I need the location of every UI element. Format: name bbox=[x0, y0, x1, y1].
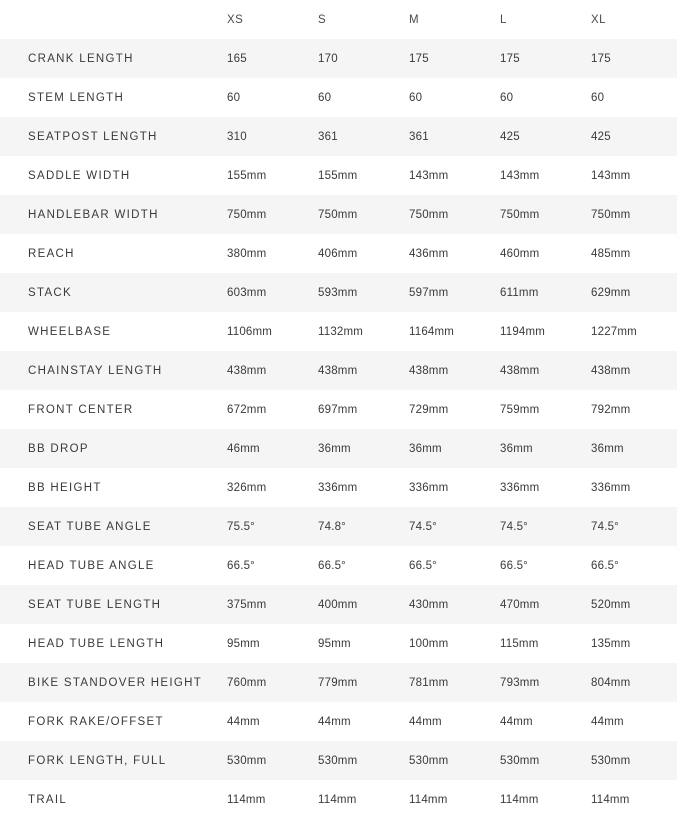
cell-value: 750mm bbox=[409, 208, 449, 221]
cell-value: 530mm bbox=[227, 754, 267, 767]
row-label: SADDLE WIDTH bbox=[28, 169, 131, 182]
table-row bbox=[0, 663, 677, 702]
cell-value: 1194mm bbox=[500, 325, 546, 338]
cell-value: 44mm bbox=[318, 715, 351, 728]
cell-value: 170 bbox=[318, 52, 338, 65]
table-header bbox=[0, 0, 677, 39]
table-row bbox=[0, 195, 677, 234]
cell-value: 66.5° bbox=[318, 559, 346, 572]
cell-value: 36mm bbox=[500, 442, 533, 455]
cell-value: 143mm bbox=[591, 169, 631, 182]
cell-value: 114mm bbox=[500, 793, 539, 806]
cell-value: 425 bbox=[591, 130, 611, 143]
row-label: SEAT TUBE LENGTH bbox=[28, 598, 162, 611]
cell-value: 165 bbox=[227, 52, 247, 65]
cell-value: 44mm bbox=[500, 715, 533, 728]
row-label: HANDLEBAR WIDTH bbox=[28, 208, 159, 221]
cell-value: 336mm bbox=[409, 481, 449, 494]
row-label: BB DROP bbox=[28, 442, 89, 455]
cell-value: 336mm bbox=[591, 481, 631, 494]
row-label: STEM LENGTH bbox=[28, 91, 125, 104]
row-label: SEAT TUBE ANGLE bbox=[28, 520, 152, 533]
column-header-s: S bbox=[313, 0, 404, 39]
cell-value: 438mm bbox=[591, 364, 631, 377]
cell-value: 406mm bbox=[318, 247, 358, 260]
column-header-l: L bbox=[495, 0, 586, 39]
cell-value: 135mm bbox=[591, 637, 631, 650]
cell-value: 175 bbox=[409, 52, 429, 65]
row-label: HEAD TUBE ANGLE bbox=[28, 559, 155, 572]
cell-value: 1164mm bbox=[409, 325, 455, 338]
column-header-m: M bbox=[404, 0, 495, 39]
cell-value: 597mm bbox=[409, 286, 449, 299]
cell-value: 750mm bbox=[500, 208, 540, 221]
cell-value: 361 bbox=[409, 130, 429, 143]
cell-value: 400mm bbox=[318, 598, 358, 611]
cell-value: 36mm bbox=[591, 442, 624, 455]
row-label: FORK RAKE/OFFSET bbox=[28, 715, 164, 728]
cell-value: 44mm bbox=[227, 715, 260, 728]
table-row bbox=[0, 390, 677, 429]
cell-value: 175 bbox=[500, 52, 520, 65]
row-label: FRONT CENTER bbox=[28, 403, 134, 416]
cell-value: 1132mm bbox=[318, 325, 364, 338]
cell-value: 425 bbox=[500, 130, 520, 143]
cell-value: 760mm bbox=[227, 676, 267, 689]
cell-value: 114mm bbox=[591, 793, 630, 806]
cell-value: 530mm bbox=[591, 754, 631, 767]
cell-value: 74.8° bbox=[318, 520, 346, 533]
cell-value: 697mm bbox=[318, 403, 358, 416]
cell-value: 95mm bbox=[318, 637, 351, 650]
cell-value: 1227mm bbox=[591, 325, 637, 338]
cell-value: 36mm bbox=[318, 442, 351, 455]
cell-value: 60 bbox=[318, 91, 332, 104]
cell-value: 114mm bbox=[227, 793, 266, 806]
table-row bbox=[0, 351, 677, 390]
cell-value: 781mm bbox=[409, 676, 449, 689]
table-row bbox=[0, 78, 677, 117]
cell-value: 66.5° bbox=[409, 559, 437, 572]
cell-value: 66.5° bbox=[591, 559, 619, 572]
row-label: HEAD TUBE LENGTH bbox=[28, 637, 165, 650]
cell-value: 74.5° bbox=[591, 520, 619, 533]
cell-value: 175 bbox=[591, 52, 611, 65]
cell-value: 438mm bbox=[500, 364, 540, 377]
cell-value: 750mm bbox=[591, 208, 631, 221]
row-label: REACH bbox=[28, 247, 75, 260]
cell-value: 593mm bbox=[318, 286, 358, 299]
row-label: SEATPOST LENGTH bbox=[28, 130, 158, 143]
cell-value: 672mm bbox=[227, 403, 267, 416]
cell-value: 530mm bbox=[500, 754, 540, 767]
table-row bbox=[0, 234, 677, 273]
table-row bbox=[0, 780, 677, 819]
cell-value: 792mm bbox=[591, 403, 631, 416]
cell-value: 629mm bbox=[591, 286, 631, 299]
table-row bbox=[0, 468, 677, 507]
cell-value: 74.5° bbox=[500, 520, 528, 533]
cell-value: 60 bbox=[409, 91, 423, 104]
column-header-xs: XS bbox=[222, 0, 313, 39]
header-row bbox=[0, 0, 677, 39]
cell-value: 804mm bbox=[591, 676, 631, 689]
cell-value: 520mm bbox=[591, 598, 631, 611]
table-row bbox=[0, 156, 677, 195]
cell-value: 438mm bbox=[227, 364, 267, 377]
cell-value: 750mm bbox=[227, 208, 267, 221]
table-row bbox=[0, 585, 677, 624]
cell-value: 336mm bbox=[318, 481, 358, 494]
table-row bbox=[0, 624, 677, 663]
cell-value: 380mm bbox=[227, 247, 267, 260]
cell-value: 60 bbox=[591, 91, 605, 104]
cell-value: 438mm bbox=[409, 364, 449, 377]
cell-value: 75.5° bbox=[227, 520, 255, 533]
cell-value: 114mm bbox=[409, 793, 448, 806]
row-label: TRAIL bbox=[28, 793, 68, 806]
cell-value: 115mm bbox=[500, 637, 539, 650]
table-row bbox=[0, 507, 677, 546]
row-label: WHEELBASE bbox=[28, 325, 112, 338]
cell-value: 143mm bbox=[409, 169, 449, 182]
cell-value: 60 bbox=[500, 91, 514, 104]
row-label: CRANK LENGTH bbox=[28, 52, 134, 65]
cell-value: 1106mm bbox=[227, 325, 273, 338]
table-row bbox=[0, 741, 677, 780]
cell-value: 611mm bbox=[500, 286, 539, 299]
cell-value: 729mm bbox=[409, 403, 449, 416]
table-row bbox=[0, 273, 677, 312]
row-label: BIKE STANDOVER HEIGHT bbox=[28, 676, 203, 689]
cell-value: 36mm bbox=[409, 442, 442, 455]
cell-value: 60 bbox=[227, 91, 241, 104]
cell-value: 430mm bbox=[409, 598, 449, 611]
cell-value: 438mm bbox=[318, 364, 358, 377]
cell-value: 326mm bbox=[227, 481, 267, 494]
cell-value: 485mm bbox=[591, 247, 631, 260]
row-label: STACK bbox=[28, 286, 72, 299]
cell-value: 44mm bbox=[591, 715, 624, 728]
cell-value: 361 bbox=[318, 130, 338, 143]
cell-value: 66.5° bbox=[500, 559, 528, 572]
cell-value: 470mm bbox=[500, 598, 540, 611]
cell-value: 793mm bbox=[500, 676, 540, 689]
table-row bbox=[0, 702, 677, 741]
cell-value: 750mm bbox=[318, 208, 358, 221]
row-label: FORK LENGTH, FULL bbox=[28, 754, 167, 767]
column-header-xl: XL bbox=[586, 0, 677, 39]
cell-value: 44mm bbox=[409, 715, 442, 728]
table-row bbox=[0, 312, 677, 351]
row-label: BB HEIGHT bbox=[28, 481, 102, 494]
cell-value: 155mm bbox=[227, 169, 267, 182]
cell-value: 530mm bbox=[409, 754, 449, 767]
cell-value: 603mm bbox=[227, 286, 267, 299]
cell-value: 155mm bbox=[318, 169, 358, 182]
cell-value: 779mm bbox=[318, 676, 358, 689]
cell-value: 100mm bbox=[409, 637, 449, 650]
cell-value: 436mm bbox=[409, 247, 449, 260]
cell-value: 46mm bbox=[227, 442, 260, 455]
cell-value: 375mm bbox=[227, 598, 267, 611]
cell-value: 460mm bbox=[500, 247, 540, 260]
table-row bbox=[0, 546, 677, 585]
cell-value: 310 bbox=[227, 130, 247, 143]
cell-value: 143mm bbox=[500, 169, 540, 182]
cell-value: 530mm bbox=[318, 754, 358, 767]
table-row bbox=[0, 39, 677, 78]
cell-value: 66.5° bbox=[227, 559, 255, 572]
table-row bbox=[0, 117, 677, 156]
row-label: CHAINSTAY LENGTH bbox=[28, 364, 163, 377]
table-body bbox=[0, 39, 677, 819]
table-row bbox=[0, 429, 677, 468]
cell-value: 114mm bbox=[318, 793, 357, 806]
cell-value: 336mm bbox=[500, 481, 540, 494]
cell-value: 95mm bbox=[227, 637, 260, 650]
column-header-measurement bbox=[0, 0, 222, 39]
cell-value: 759mm bbox=[500, 403, 540, 416]
cell-value: 74.5° bbox=[409, 520, 437, 533]
